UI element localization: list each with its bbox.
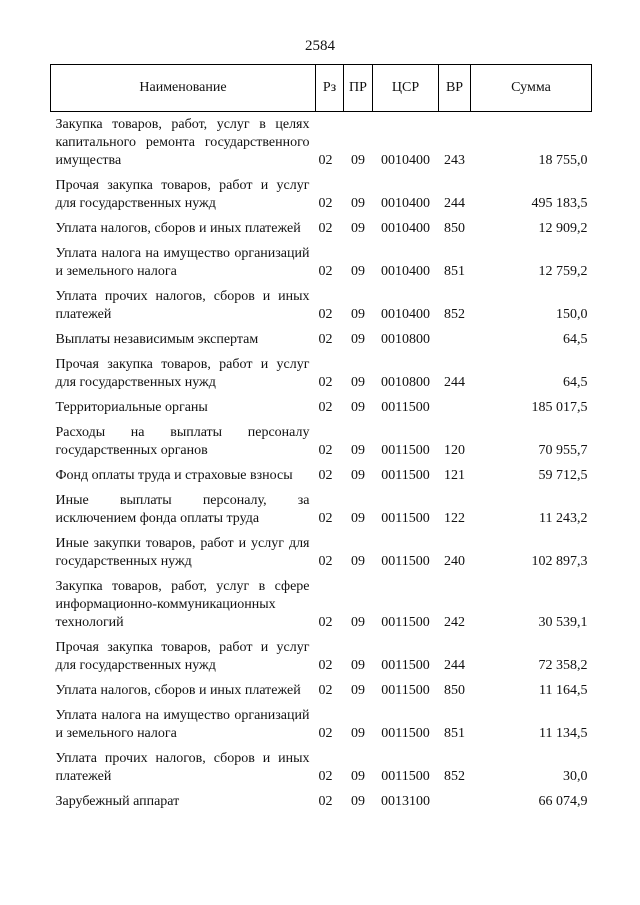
cell-rz: 02 bbox=[318, 726, 333, 741]
cell-csr: 0011500 bbox=[381, 554, 430, 569]
header-csr: ЦСР bbox=[373, 65, 439, 112]
cell-rz: 02 bbox=[318, 307, 333, 322]
table-row bbox=[51, 703, 592, 746]
cell-vr: 242 bbox=[444, 615, 465, 630]
cell-name: Иные закупки товаров, работ и услуг для государственных нужд bbox=[55, 536, 310, 569]
cell-csr: 0010800 bbox=[381, 332, 430, 347]
cell-vr bbox=[439, 327, 471, 352]
cell-name: Фонд оплаты труда и страховые взносы bbox=[55, 468, 293, 483]
cell-sum: 12 909,2 bbox=[538, 221, 588, 236]
table-row bbox=[51, 463, 592, 488]
cell-name: Уплата налога на имущество организаций и земельного налога bbox=[55, 708, 310, 741]
cell-vr: 850 bbox=[444, 221, 465, 236]
cell-pr: 09 bbox=[351, 153, 365, 168]
cell-pr: 09 bbox=[351, 683, 365, 698]
cell-csr: 0011500 bbox=[381, 511, 430, 526]
cell-name: Уплата налога на имущество организаций и земельного налога bbox=[55, 246, 310, 279]
table-row bbox=[51, 574, 592, 635]
cell-csr: 0013100 bbox=[381, 794, 430, 809]
cell-sum: 66 074,9 bbox=[538, 794, 588, 809]
cell-rz: 02 bbox=[318, 332, 333, 347]
cell-vr: 851 bbox=[444, 726, 465, 741]
header-sum: Сумма bbox=[471, 65, 592, 112]
cell-name: Зарубежный аппарат bbox=[55, 794, 180, 809]
page-number: 2584 bbox=[305, 38, 335, 54]
cell-name: Расходы на выплаты персоналу государственных органов bbox=[55, 425, 310, 458]
cell-sum: 185 017,5 bbox=[531, 400, 588, 415]
cell-sum: 64,5 bbox=[563, 332, 588, 347]
cell-rz: 02 bbox=[318, 615, 333, 630]
cell-rz: 02 bbox=[318, 511, 333, 526]
cell-sum: 11 164,5 bbox=[539, 683, 588, 698]
cell-pr: 09 bbox=[351, 658, 365, 673]
cell-rz: 02 bbox=[318, 196, 333, 211]
cell-name: Иные выплаты персоналу, за исключением фонда оплаты труда bbox=[55, 493, 310, 526]
table-row bbox=[51, 216, 592, 241]
cell-csr: 0010400 bbox=[381, 153, 430, 168]
cell-pr: 09 bbox=[351, 794, 365, 809]
cell-rz: 02 bbox=[318, 794, 333, 809]
cell-vr bbox=[439, 789, 471, 814]
cell-vr: 852 bbox=[444, 307, 465, 322]
table-row bbox=[51, 112, 592, 174]
budget-table bbox=[50, 64, 592, 814]
cell-csr: 0011500 bbox=[381, 769, 430, 784]
cell-vr: 850 bbox=[444, 683, 465, 698]
cell-sum: 102 897,3 bbox=[531, 554, 588, 569]
cell-pr: 09 bbox=[351, 307, 365, 322]
cell-rz: 02 bbox=[318, 153, 333, 168]
cell-vr bbox=[439, 395, 471, 420]
cell-csr: 0011500 bbox=[381, 468, 430, 483]
cell-csr: 0010400 bbox=[381, 264, 430, 279]
cell-vr: 244 bbox=[444, 658, 465, 673]
cell-pr: 09 bbox=[351, 511, 365, 526]
cell-csr: 0011500 bbox=[381, 726, 430, 741]
header-rz: Рз bbox=[316, 65, 344, 112]
cell-name: Территориальные органы bbox=[55, 400, 208, 415]
cell-sum: 11 134,5 bbox=[539, 726, 588, 741]
cell-name: Прочая закупка товаров, работ и услуг для государственных нужд bbox=[55, 640, 310, 673]
cell-name: Уплата налогов, сборов и иных платежей bbox=[55, 221, 301, 236]
cell-csr: 0011500 bbox=[381, 443, 430, 458]
cell-pr: 09 bbox=[351, 264, 365, 279]
cell-name: Уплата прочих налогов, сборов и иных платежей bbox=[55, 751, 310, 784]
cell-pr: 09 bbox=[351, 375, 365, 390]
cell-vr: 244 bbox=[444, 196, 465, 211]
cell-sum: 18 755,0 bbox=[538, 153, 588, 168]
cell-vr: 851 bbox=[444, 264, 465, 279]
cell-csr: 0010800 bbox=[381, 375, 430, 390]
cell-csr: 0010400 bbox=[381, 221, 430, 236]
table-row bbox=[51, 678, 592, 703]
cell-pr: 09 bbox=[351, 615, 365, 630]
cell-rz: 02 bbox=[318, 658, 333, 673]
cell-rz: 02 bbox=[318, 375, 333, 390]
table-row bbox=[51, 327, 592, 352]
cell-name: Выплаты независимым экспертам bbox=[55, 332, 259, 347]
table-header bbox=[51, 65, 592, 112]
table-row bbox=[51, 531, 592, 574]
cell-csr: 0011500 bbox=[381, 400, 430, 415]
cell-name: Уплата налогов, сборов и иных платежей bbox=[55, 683, 301, 698]
cell-name: Закупка товаров, работ, услуг в целях капитального ремонта государственного имущества bbox=[55, 117, 310, 168]
cell-rz: 02 bbox=[318, 443, 333, 458]
cell-sum: 59 712,5 bbox=[538, 468, 588, 483]
cell-vr: 122 bbox=[444, 511, 465, 526]
cell-csr: 0011500 bbox=[381, 615, 430, 630]
cell-pr: 09 bbox=[351, 554, 365, 569]
table-row bbox=[51, 352, 592, 395]
cell-name: Прочая закупка товаров, работ и услуг для государственных нужд bbox=[55, 178, 310, 211]
table-row bbox=[51, 789, 592, 814]
cell-sum: 72 358,2 bbox=[538, 658, 588, 673]
cell-sum: 11 243,2 bbox=[539, 511, 588, 526]
table-row bbox=[51, 420, 592, 463]
table-row bbox=[51, 395, 592, 420]
cell-vr: 240 bbox=[444, 554, 465, 569]
cell-pr: 09 bbox=[351, 400, 365, 415]
cell-pr: 09 bbox=[351, 332, 365, 347]
cell-pr: 09 bbox=[351, 726, 365, 741]
table-row bbox=[51, 173, 592, 216]
cell-csr: 0010400 bbox=[381, 307, 430, 322]
cell-vr: 244 bbox=[444, 375, 465, 390]
cell-name: Прочая закупка товаров, работ и услуг для государственных нужд bbox=[55, 357, 310, 390]
cell-rz: 02 bbox=[318, 683, 333, 698]
cell-sum: 64,5 bbox=[563, 375, 588, 390]
header-vr: ВР bbox=[439, 65, 471, 112]
cell-sum: 150,0 bbox=[556, 307, 588, 322]
cell-rz: 02 bbox=[318, 264, 333, 279]
table-body bbox=[51, 112, 592, 815]
table-row bbox=[51, 241, 592, 284]
cell-vr: 120 bbox=[444, 443, 465, 458]
cell-name: Закупка товаров, работ, услуг в сфере информационно-коммуникационных технологий bbox=[55, 579, 310, 630]
cell-sum: 70 955,7 bbox=[538, 443, 588, 458]
cell-pr: 09 bbox=[351, 221, 365, 236]
cell-csr: 0010400 bbox=[381, 196, 430, 211]
cell-sum: 495 183,5 bbox=[531, 196, 588, 211]
cell-vr: 852 bbox=[444, 769, 465, 784]
cell-sum: 30,0 bbox=[563, 769, 588, 784]
header-pr: ПР bbox=[344, 65, 373, 112]
table-row bbox=[51, 746, 592, 789]
cell-rz: 02 bbox=[318, 400, 333, 415]
table-row bbox=[51, 488, 592, 531]
cell-vr: 243 bbox=[444, 153, 465, 168]
cell-rz: 02 bbox=[318, 468, 333, 483]
cell-rz: 02 bbox=[318, 221, 333, 236]
cell-pr: 09 bbox=[351, 468, 365, 483]
cell-csr: 0011500 bbox=[381, 658, 430, 673]
cell-vr: 121 bbox=[444, 468, 465, 483]
cell-rz: 02 bbox=[318, 554, 333, 569]
cell-name: Уплата прочих налогов, сборов и иных платежей bbox=[55, 289, 310, 322]
cell-pr: 09 bbox=[351, 196, 365, 211]
table-row bbox=[51, 284, 592, 327]
cell-csr: 0011500 bbox=[381, 683, 430, 698]
table-row bbox=[51, 635, 592, 678]
cell-sum: 12 759,2 bbox=[538, 264, 588, 279]
cell-pr: 09 bbox=[351, 443, 365, 458]
cell-pr: 09 bbox=[351, 769, 365, 784]
header-name: Наименование bbox=[51, 65, 316, 112]
cell-rz: 02 bbox=[318, 769, 333, 784]
cell-sum: 30 539,1 bbox=[538, 615, 588, 630]
